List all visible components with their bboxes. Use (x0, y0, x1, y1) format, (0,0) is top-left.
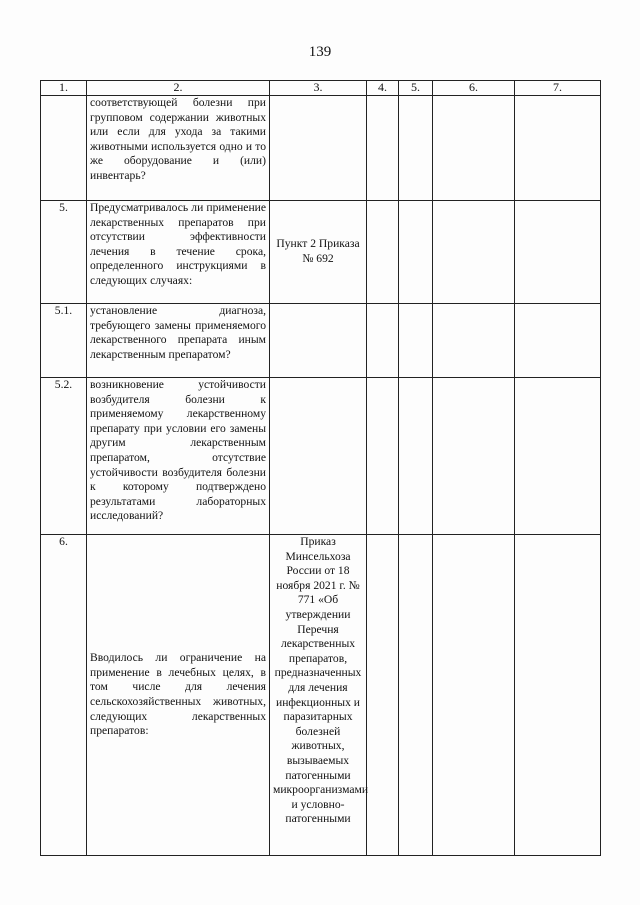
row-reference (270, 96, 367, 201)
column-header: 6. (433, 81, 515, 96)
answer-cell[interactable] (367, 96, 399, 201)
answer-cell[interactable] (515, 535, 601, 856)
row-reference (270, 304, 367, 378)
answer-cell[interactable] (367, 535, 399, 856)
row-question: возникновение устойчивости возбудителя болезни к применяемому лекарственному препарату при условии его замены другим лекарственным препаратом, отсутствие устойчивости возбудителя болезни к которому подтверждено результатами лабораторных исследований? (87, 378, 270, 535)
answer-cell[interactable] (399, 535, 433, 856)
row-number: 5.2. (41, 378, 87, 535)
row-reference: Пункт 2 Приказа № 692 (270, 201, 367, 304)
row-reference: Приказ Минсельхоза России от 18 ноября 2021 г. № 771 «Об утверждении Перечня лекарственных препаратов, предназначенных для лечения инфекционных и паразитарных болезней животных, вызываемых патогенными микроорганизмами и условно-патогенными (270, 535, 367, 856)
answer-cell[interactable] (433, 304, 515, 378)
answer-cell[interactable] (515, 96, 601, 201)
row-reference (270, 378, 367, 535)
column-header: 1. (41, 81, 87, 96)
row-question: соответствующей болезни при групповом содержании животных или если для ухода за такими животными используется одно и то же оборудование и (или) инвентарь? (87, 96, 270, 201)
header-row (41, 81, 601, 96)
answer-cell[interactable] (433, 535, 515, 856)
table-row (41, 96, 601, 201)
page-number: 139 (308, 44, 332, 60)
checklist-table (40, 80, 601, 856)
column-header: 2. (87, 81, 270, 96)
answer-cell[interactable] (399, 378, 433, 535)
table-row (41, 304, 601, 378)
answer-cell[interactable] (433, 378, 515, 535)
answer-cell[interactable] (399, 201, 433, 304)
row-number: 5.1. (41, 304, 87, 378)
table-row (41, 201, 601, 304)
row-question: Предусматривалось ли применение лекарственных препаратов при отсутствии эффективности лечения в течение срока, определенного инструкциями в следующих случаях: (87, 201, 270, 304)
answer-cell[interactable] (515, 304, 601, 378)
row-number: 6. (41, 535, 87, 856)
table-row (41, 535, 601, 856)
row-number (41, 96, 87, 201)
row-number: 5. (41, 201, 87, 304)
answer-cell[interactable] (515, 378, 601, 535)
answer-cell[interactable] (399, 96, 433, 201)
answer-cell[interactable] (433, 96, 515, 201)
column-header: 3. (270, 81, 367, 96)
answer-cell[interactable] (367, 201, 399, 304)
answer-cell[interactable] (367, 378, 399, 535)
answer-cell[interactable] (515, 201, 601, 304)
answer-cell[interactable] (367, 304, 399, 378)
column-header: 5. (399, 81, 433, 96)
answer-cell[interactable] (433, 201, 515, 304)
answer-cell[interactable] (399, 304, 433, 378)
row-question: установление диагноза, требующего замены применяемого лекарственного препарата иным лекарственным препаратом? (87, 304, 270, 378)
table-row (41, 378, 601, 535)
column-header: 7. (515, 81, 601, 96)
column-header: 4. (367, 81, 399, 96)
row-question: Вводилось ли ограничение на применение в лечебных целях, в том числе для лечения сельскохозяйственных животных, следующих лекарственных препаратов: (87, 535, 270, 856)
